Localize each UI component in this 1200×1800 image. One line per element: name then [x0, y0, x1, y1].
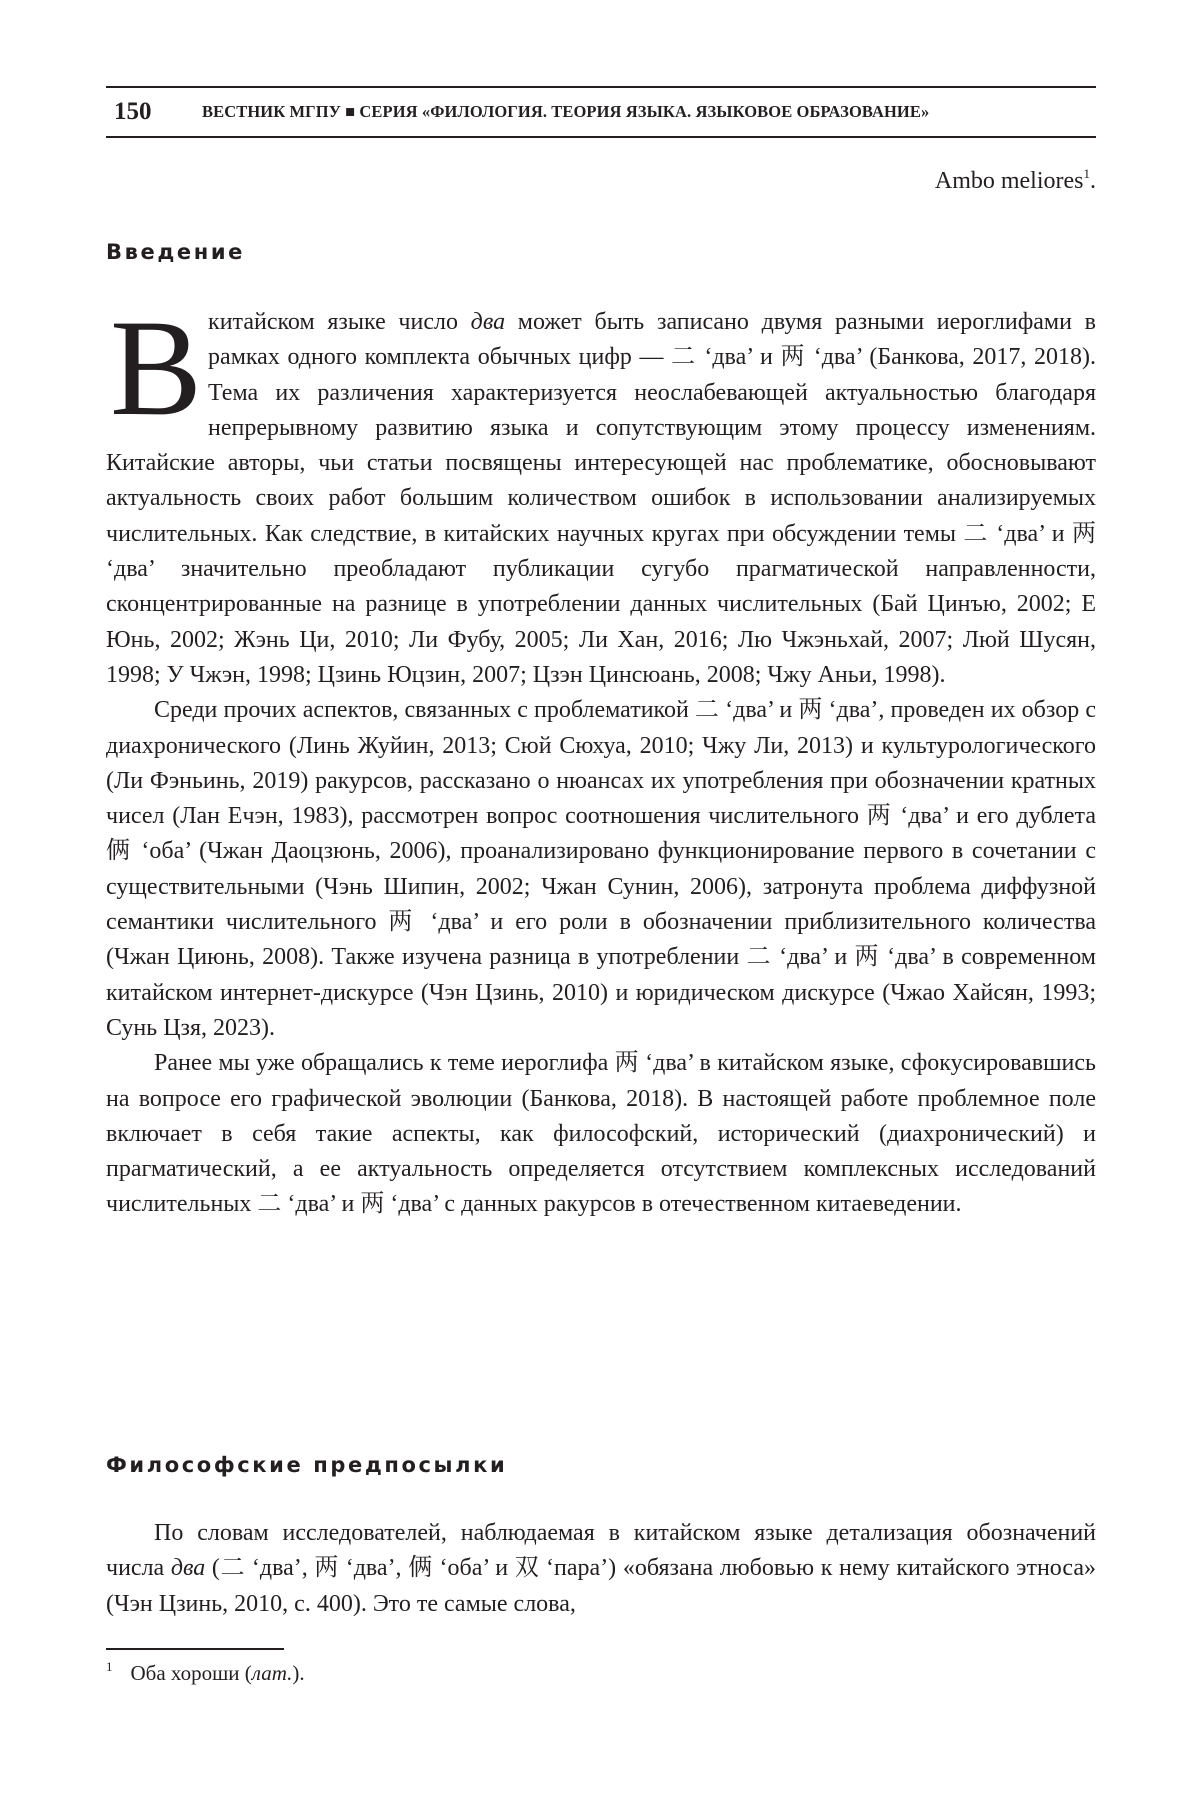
philosophy-section-body — [106, 1516, 1096, 1622]
intro-paragraph-3: Ранее мы уже обращались к теме иероглифа 两 ‘два’ в китайском языке, сфокусировавшись на вопросе его графической эволюции (Банкова, 2018). В настоящей работе проблемное поле включает в себя такие аспекты, как фило­софский, исторический (диахронический) и прагматический, а ее актуальность определяется отсутствием комплексных исследований числительных 二 ‘два’ и 两 ‘два’ с данных ракурсов в отечественном китаеведении. — [106, 1046, 1096, 1222]
philosophy-paragraph-1 — [106, 1516, 1096, 1622]
footnote-abbreviation: лат. — [252, 1661, 293, 1685]
page-number: 150 — [114, 98, 152, 126]
intro-p1-emphasis: два — [471, 309, 505, 335]
journal-page — [106, 0, 1096, 1800]
section-heading-philosophy: Философские предпосылки — [106, 1453, 507, 1477]
philosophy-p1-text-a: По словам исследователей, наблюдаемая в китайском языке детализация обозначений числа — [106, 1520, 1096, 1581]
intro-section-body — [106, 305, 1096, 1223]
footnote-divider — [106, 1648, 284, 1650]
intro-p1-text-a: китайском языке число — [208, 309, 471, 335]
intro-p1-text-b: может быть записано двумя разными иероглифами в рамках одного комплекта обычных цифр — 二 ‘два’ и 两 ‘два’ (Банкова, 2017, 2018). Тема их различения характеризует­ся неослабевающей актуальностью благодаря непрерывному развитию языка и сопутствующим этому процессу изменениям. Китайские авторы, чьи статьи посвящены интересующей нас проблематике, обосновывают актуальность своих работ большим количеством ошибок в использовании анализируемых числительных. Как следствие, в китайских научных кругах при обсуждении темы 二 ‘два’ и 两 ‘два’ значительно преобладают публикации сугубо прагмати­ческой направленности, сконцентрированные на разнице в употреблении дан­ных числительных (Бай Цинъю, 2002; Е Юнь, 2002; Жэнь Ци, 2010; Ли Фубу, 2005; Ли Хан, 2016; Лю Чжэньхай, 2007; Люй Шусян, 1998; У Чжэн, 1998; Цзинь Юцзин, 2007; Цзэн Цинсюань, 2008; Чжу Аньи, 1998). — [106, 309, 1096, 688]
footnote-text — [131, 1661, 305, 1685]
philosophy-p1-text-b: (二 ‘два’, 两 ‘два’, 俩 ‘оба’ и 双 ‘пара’) «обязана любо­вью к нему китайского этноса» (Чэн Цзинь, 2010, с. 400). Это те самые слова, — [106, 1555, 1096, 1616]
drop-cap: В — [110, 319, 202, 421]
intro-paragraph-1 — [106, 305, 1096, 693]
epigraph-end: . — [1090, 168, 1096, 194]
running-header — [106, 86, 1096, 138]
epigraph — [935, 168, 1096, 195]
footnote-end: ). — [292, 1661, 304, 1685]
footnote — [106, 1661, 305, 1686]
section-heading-intro: Введение — [106, 240, 245, 264]
footnote-mark: 1 — [106, 1659, 113, 1674]
philosophy-p1-emphasis: два — [171, 1555, 205, 1581]
footnote-text-main: Оба хороши ( — [131, 1661, 252, 1685]
footnote-reference[interactable]: 1 — [1084, 166, 1091, 181]
intro-paragraph-2: Среди прочих аспектов, связанных с проблематикой 二 ‘два’ и 两 ‘два’, прове­ден их обзор с диахронического (Линь Жуйин, 2013; Сюй Сюхуа, 2010; Чжу Ли, 2013) и культурологического (Ли Фэньинь, 2019) ракурсов, рассказано о нюансах их употребления при обозначении кратных чисел (Лан Ечэн, 1983), рассмотрен вопрос соотношения числительного 两 ‘два’ и его дублета 俩 ‘оба’ (Чжан Даоцзюнь, 2006), проанализировано функционирование первого в сочетании с существитель­ными (Чэнь Шипин, 2002; Чжан Сунин, 2006), затронута проблема диффузной семантики числительного 两 ‘два’ и его роли в обозначении приблизительного количества (Чжан Циюнь, 2008). Также изучена разница в употреблении 二 ‘два’ и 两 ‘два’ в современном китайском интернет-дискурсе (Чэн Цзинь, 2010) и юриди­ческом дискурсе (Чжао Хайсян, 1993; Сунь Цзя, 2023). — [106, 693, 1096, 1046]
journal-title: ВЕСТНИК МГПУ ■ СЕРИЯ «ФИЛОЛОГИЯ. ТЕОРИЯ ЯЗЫКА. ЯЗЫКОВОЕ ОБРАЗОВАНИЕ» — [202, 102, 1092, 122]
epigraph-text: Ambo meliores — [935, 168, 1084, 194]
